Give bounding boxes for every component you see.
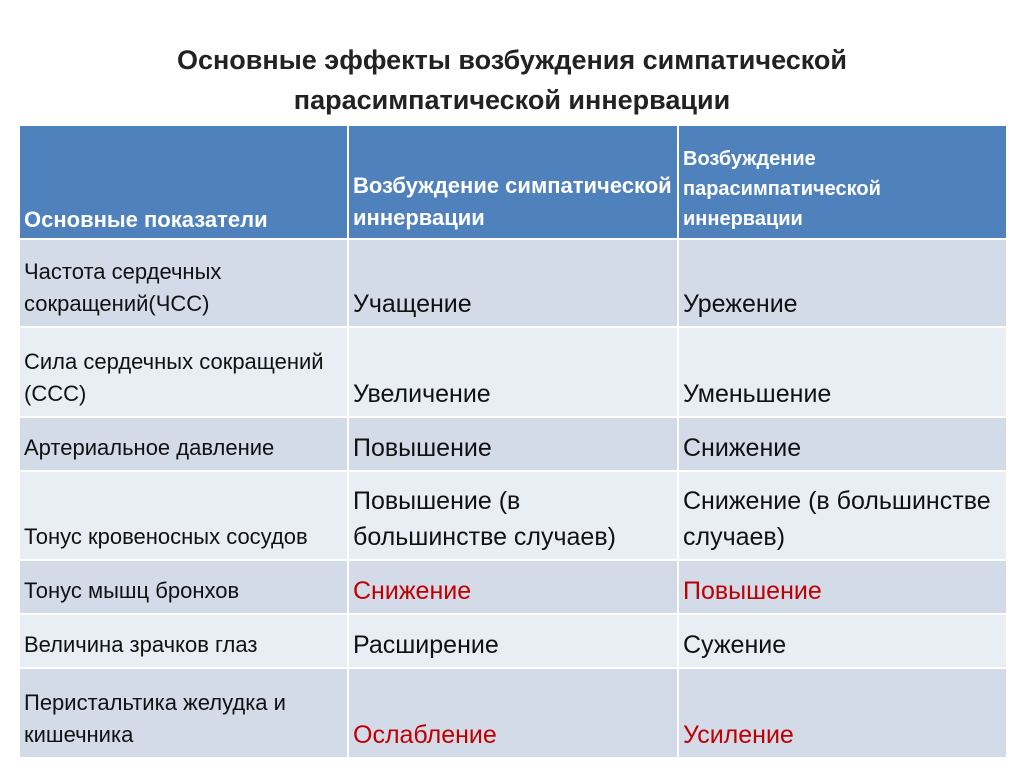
row-indicator: Величина зрачков глаз [19,614,348,668]
row-parasympathetic: Урежение [678,239,1007,327]
row-indicator: Тонус кровеносных сосудов [19,471,348,560]
table-row [19,417,1007,471]
row-indicator: Артериальное давление [19,417,348,471]
row-parasympathetic: Повышение [678,560,1007,614]
page-title-line-2: парасимпатической иннервации [293,85,731,115]
row-sympathetic: Повышение (в большинстве случаев) [348,471,678,560]
header-sympathetic: Возбуждение симпатической иннервации [348,125,678,239]
table-row [19,668,1007,758]
row-sympathetic: Расширение [348,614,678,668]
table-row [19,471,1007,560]
row-indicator: Частота сердечных сокращений(ЧСС) [19,239,348,327]
page-title [0,40,1024,120]
row-sympathetic: Повышение [348,417,678,471]
row-parasympathetic: Снижение [678,417,1007,471]
row-parasympathetic: Сужение [678,614,1007,668]
row-parasympathetic: Усиление [678,668,1007,758]
row-sympathetic: Ослабление [348,668,678,758]
header-parasympathetic: Возбуждение парасимпатической иннервации [678,125,1007,239]
table-row [19,614,1007,668]
effects-table [18,124,1008,759]
page-title-line-1: Основные эффекты возбуждения симпатической [176,45,847,75]
row-sympathetic: Увеличение [348,327,678,417]
table-row [19,327,1007,417]
table-row [19,239,1007,327]
table-header-row [19,125,1007,239]
row-sympathetic: Учащение [348,239,678,327]
row-indicator: Сила сердечных сокращений (ССС) [19,327,348,417]
row-parasympathetic: Снижение (в большинстве случаев) [678,471,1007,560]
row-parasympathetic: Уменьшение [678,327,1007,417]
row-indicator: Тонус мышц бронхов [19,560,348,614]
table-row [19,560,1007,614]
row-indicator: Перистальтика желудка и кишечника [19,668,348,758]
row-sympathetic: Снижение [348,560,678,614]
header-indicators: Основные показатели [19,125,348,239]
